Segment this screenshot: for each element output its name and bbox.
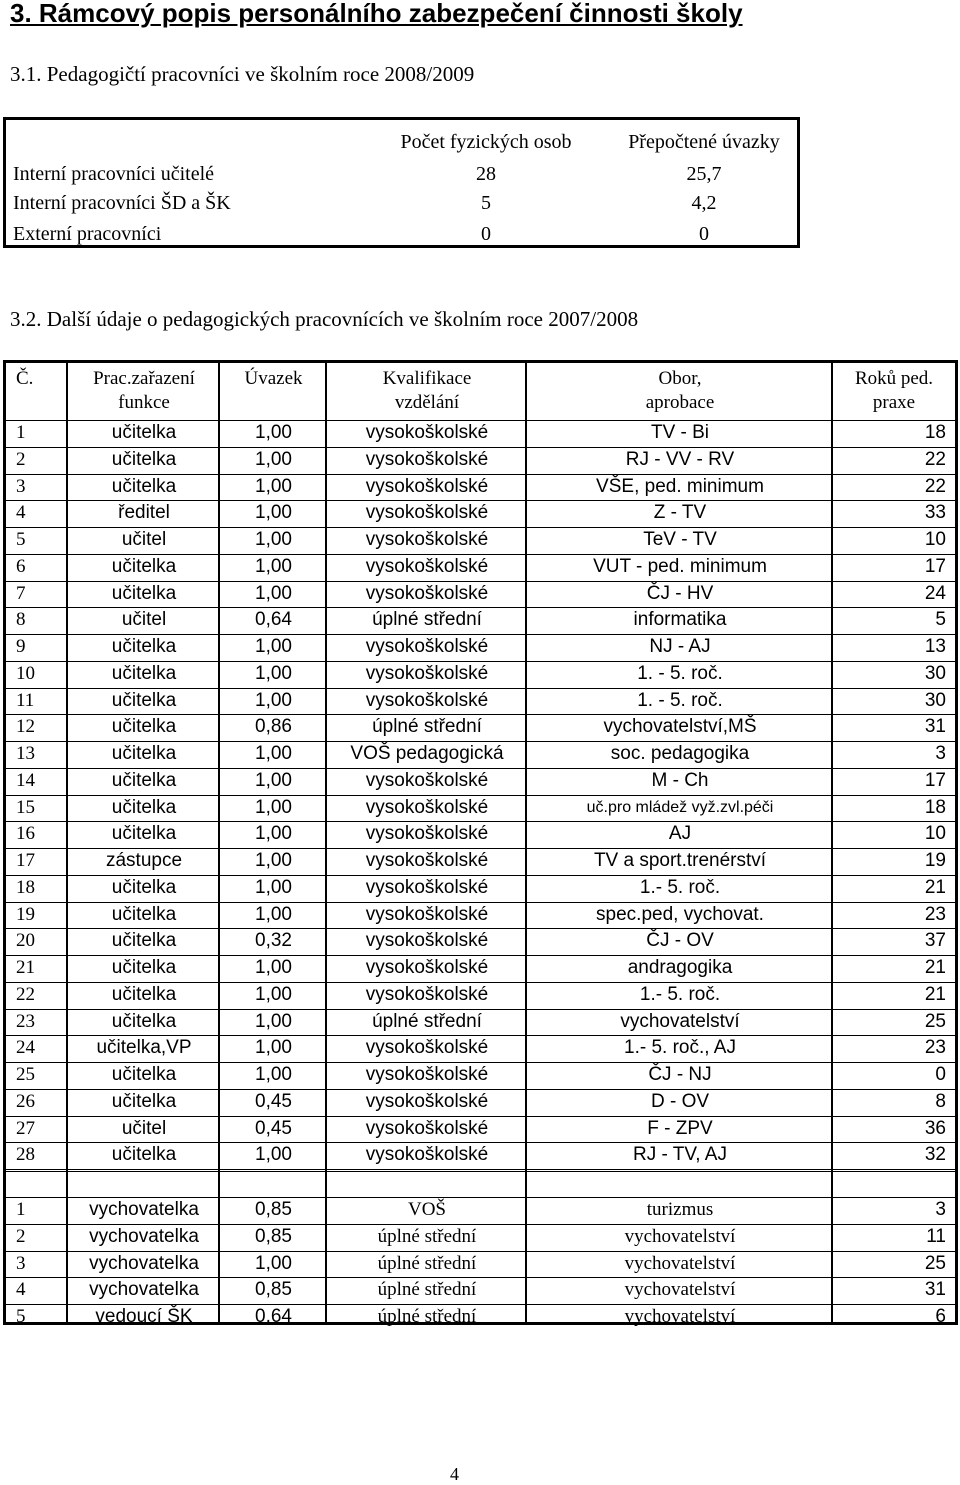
header-line-1: Obor, [658, 368, 702, 389]
col-workload-cell: 0,45 [255, 1117, 292, 1139]
col-years-cell: 5 [935, 609, 946, 631]
col-field-cell: vychovatelství [624, 1252, 736, 1274]
col-qualification-cell: vysokoškolské [365, 796, 489, 818]
header-field [527, 363, 833, 420]
col-position-cell: vychovatelka [89, 1252, 199, 1274]
col-years-cell: 31 [924, 716, 946, 738]
col-workload-cell: 1,00 [255, 475, 292, 497]
col-qualification-cell: vysokoškolské [365, 850, 489, 871]
col-position-cell: učitelka [111, 743, 177, 764]
col-years-cell: 3 [935, 1199, 946, 1220]
col-position-cell: učitelka [111, 636, 177, 657]
col-workload-cell: 1,00 [255, 903, 292, 925]
col-workload-cell: 1,00 [255, 1064, 292, 1085]
physical-persons-value: 28 [476, 163, 496, 185]
col-number-cell: 24 [16, 1037, 35, 1059]
col-qualification-cell: úplné střední [372, 716, 482, 738]
col-position-cell: učitelka [111, 475, 177, 497]
col-years-cell: 30 [924, 689, 946, 711]
col-number-cell: 6 [16, 555, 26, 577]
col-number-cell: 28 [16, 1144, 35, 1166]
col-position-cell: ředitel [118, 502, 170, 524]
col-qualification-cell: vysokoškolské [365, 1117, 489, 1139]
document-heading: 3. Rámcový popis personálního zabezpečení činnosti školy [10, 0, 743, 28]
col-position-cell: vychovatelka [89, 1279, 199, 1301]
col-workload-cell: 0,85 [255, 1279, 292, 1301]
col-field-cell: RJ - VV - RV [625, 448, 735, 470]
col-position-cell: učitelka [111, 422, 177, 443]
col-number-cell: 5 [16, 1306, 26, 1327]
col-field-cell: uč.pro mládež vyž.zvl.péči [586, 798, 774, 816]
col-field-cell: vychovatelství [620, 1010, 740, 1032]
col-number-cell: 21 [16, 957, 35, 978]
col-workload-cell: 1,00 [255, 823, 292, 845]
col-position-cell: učitelka [111, 983, 177, 1005]
col-field-cell: vychovatelství [624, 1306, 736, 1327]
header-line-1: Č. [16, 368, 34, 389]
col-qualification-cell: vysokoškolské [365, 475, 489, 497]
col-years-cell: 32 [924, 1144, 946, 1166]
col-years-cell: 10 [924, 529, 946, 550]
col-qualification-cell: VOŠ pedagogická [350, 743, 504, 764]
header-years [833, 363, 955, 420]
col-number-cell: 18 [16, 876, 35, 898]
col-number-cell: 4 [16, 1279, 26, 1301]
col-years-cell: 3 [935, 743, 946, 764]
header-line-2: praxe [872, 392, 916, 413]
col-workload-cell: 1,00 [255, 796, 292, 818]
row-label: Interní pracovníci ŠD a ŠK [13, 192, 231, 214]
col-field-cell: 1.- 5. roč. [639, 983, 721, 1005]
col-position-cell: učitel [121, 1117, 167, 1139]
row-label: Externí pracovníci [13, 223, 162, 245]
col-years-cell: 33 [924, 502, 946, 524]
col-position-cell: učitel [121, 529, 167, 550]
col-workload-cell: 0,85 [255, 1225, 292, 1247]
col-workload-cell: 1,00 [255, 957, 292, 978]
col-field-cell: vychovatelství,MŠ [603, 716, 757, 738]
col-position-cell: učitelka [111, 796, 177, 818]
table-header-row [6, 126, 797, 158]
col-qualification-cell: vysokoškolské [365, 582, 489, 604]
col-qualification-cell: vysokoškolské [365, 903, 489, 925]
col-number-cell: 10 [16, 662, 35, 684]
col-field-cell: D - OV [650, 1090, 710, 1112]
col-field-cell: informatika [633, 609, 727, 631]
col-qualification-cell: vysokoškolské [365, 662, 489, 684]
col-years-cell: 23 [924, 1037, 946, 1059]
header-converted-workload: Přepočtené úvazky [628, 131, 780, 153]
col-field-cell: AJ [668, 823, 692, 845]
col-field-cell: RJ - TV, AJ [633, 1144, 727, 1166]
col-workload-cell: 1,00 [255, 1144, 292, 1166]
col-years-cell: 0 [935, 1064, 946, 1085]
col-qualification-cell: vysokoškolské [365, 876, 489, 898]
col-field-cell: 1.- 5. roč. [639, 876, 721, 898]
col-workload-cell: 1,00 [255, 689, 292, 711]
col-position-cell: učitelka [111, 448, 177, 470]
col-number-cell: 2 [16, 448, 26, 470]
col-workload-cell: 1,00 [255, 502, 292, 524]
col-field-cell: TV - Bi [650, 422, 710, 443]
col-workload-cell: 1,00 [255, 448, 292, 470]
col-position-cell: učitelka [111, 769, 177, 791]
header-workload [220, 363, 327, 420]
col-field-cell: spec.ped, vychovat. [596, 903, 764, 925]
col-position-cell: učitelka [111, 903, 177, 925]
col-number-cell: 9 [16, 636, 26, 657]
col-position-cell: učitelka [111, 1090, 177, 1112]
col-number-cell: 2 [16, 1225, 26, 1247]
col-position-cell: učitelka [111, 1064, 177, 1085]
col-field-cell: VUT - ped. minimum [593, 555, 767, 577]
col-years-cell: 10 [924, 823, 946, 845]
col-number-cell: 1 [16, 1199, 26, 1220]
col-number-cell: 25 [16, 1064, 35, 1085]
col-field-cell: TV a sport.trenérství [593, 850, 767, 871]
col-workload-cell: 1,00 [255, 662, 292, 684]
col-field-cell: turizmus [646, 1199, 714, 1220]
col-field-cell: 1. - 5. roč. [637, 662, 723, 684]
col-position-cell: učitelka [111, 1010, 177, 1032]
col-qualification-cell: vysokoškolské [365, 930, 489, 952]
col-field-cell: M - Ch [651, 769, 709, 791]
col-qualification-cell: úplné střední [372, 1010, 482, 1032]
col-field-cell: Z - TV [653, 502, 707, 524]
col-position-cell: učitelka [111, 555, 177, 577]
col-number-cell: 22 [16, 983, 35, 1005]
col-number-cell: 3 [16, 475, 26, 497]
col-workload-cell: 1,00 [255, 850, 292, 871]
col-years-cell: 25 [924, 1010, 946, 1032]
col-years-cell: 22 [924, 475, 946, 497]
col-years-cell: 36 [924, 1117, 946, 1139]
col-workload-cell: 1,00 [255, 1252, 292, 1274]
table-row [6, 218, 797, 250]
col-qualification-cell: vysokoškolské [365, 1064, 489, 1085]
col-qualification-cell: úplné střední [372, 609, 482, 631]
col-workload-cell: 1,00 [255, 636, 292, 657]
col-position-cell: učitelka [111, 689, 177, 711]
col-workload-cell: 1,00 [255, 529, 292, 550]
col-field-cell: ČJ - NJ [648, 1064, 712, 1085]
col-number-cell: 4 [16, 502, 26, 524]
col-qualification-cell: úplné střední [377, 1306, 477, 1327]
col-field-cell: ČJ - HV [646, 582, 714, 604]
col-number-cell: 11 [16, 689, 35, 711]
col-field-cell: vychovatelství [624, 1279, 736, 1301]
staff-details-table [3, 360, 958, 1325]
col-field-cell: TeV - TV [643, 529, 717, 550]
table-row [6, 187, 797, 219]
col-position-cell: učitelka [111, 876, 177, 898]
workload-value: 25,7 [686, 163, 722, 185]
col-years-cell: 21 [924, 876, 946, 898]
col-years-cell: 18 [924, 422, 946, 443]
col-workload-cell: 0,45 [255, 1090, 292, 1112]
col-qualification-cell: vysokoškolské [365, 983, 489, 1005]
col-qualification-cell: úplné střední [377, 1225, 477, 1247]
col-number-cell: 7 [16, 582, 26, 604]
col-position-cell: vychovatelka [89, 1225, 199, 1247]
col-workload-cell: 0,32 [255, 930, 292, 952]
col-field-cell: VŠE, ped. minimum [596, 475, 764, 497]
col-years-cell: 24 [924, 582, 946, 604]
col-qualification-cell: vysokoškolské [365, 957, 489, 978]
staff-summary-table [3, 117, 800, 248]
col-years-cell: 17 [924, 769, 946, 791]
physical-persons-value: 0 [481, 223, 491, 245]
col-field-cell: soc. pedagogika [610, 743, 750, 764]
col-position-cell: učitelka [111, 930, 177, 952]
col-number-cell: 13 [16, 743, 35, 764]
col-position-cell: vedoucí ŠK [95, 1306, 193, 1327]
col-number-cell: 12 [16, 716, 35, 738]
col-years-cell: 21 [924, 957, 946, 978]
col-qualification-cell: vysokoškolské [365, 1037, 489, 1059]
col-workload-cell: 1,00 [255, 1010, 292, 1032]
col-position-cell: zástupce [105, 850, 183, 871]
col-workload-cell: 0,85 [255, 1199, 292, 1220]
col-workload-cell: 1,00 [255, 876, 292, 898]
section-title-3-2: 3.2. Další údaje o pedagogických pracovnících ve školním roce 2007/2008 [10, 307, 639, 331]
header-qualification [327, 363, 527, 420]
col-number-cell: 3 [16, 1252, 26, 1274]
col-years-cell: 23 [924, 903, 946, 925]
header-line-2: funkce [118, 392, 170, 413]
col-years-cell: 11 [926, 1225, 946, 1247]
col-qualification-cell: vysokoškolské [365, 448, 489, 470]
col-number-cell: 5 [16, 529, 26, 550]
col-number-cell: 8 [16, 609, 26, 631]
header-line-1: Úvazek [244, 368, 303, 389]
col-workload-cell: 1,00 [255, 743, 292, 764]
col-workload-cell: 1,00 [255, 422, 292, 443]
col-number-cell: 23 [16, 1010, 35, 1032]
col-workload-cell: 1,00 [255, 555, 292, 577]
col-years-cell: 31 [924, 1279, 946, 1301]
col-qualification-cell: vysokoškolské [365, 502, 489, 524]
header-physical-persons: Počet fyzických osob [400, 131, 572, 153]
col-qualification-cell: vysokoškolské [365, 769, 489, 791]
col-field-cell: vychovatelství [624, 1225, 736, 1247]
header-line-2: aprobace [645, 392, 715, 413]
col-position-cell: učitelka [111, 823, 177, 845]
col-years-cell: 19 [924, 850, 946, 871]
header-line-1: Prac.zařazení [93, 368, 195, 389]
header-line-2: vzdělání [394, 392, 460, 413]
col-number-cell: 1 [16, 422, 26, 443]
col-qualification-cell: vysokoškolské [365, 555, 489, 577]
col-qualification-cell: vysokoškolské [365, 529, 489, 550]
col-number-cell: 16 [16, 823, 35, 845]
col-field-cell: F - ZPV [647, 1117, 713, 1139]
col-qualification-cell: vysokoškolské [365, 1090, 489, 1112]
col-position-cell: učitelka [111, 716, 177, 738]
workload-value: 0 [699, 223, 709, 245]
col-qualification-cell: vysokoškolské [365, 1144, 489, 1166]
col-qualification-cell: vysokoškolské [365, 422, 489, 443]
header-number [6, 363, 68, 420]
section-title-3-1: 3.1. Pedagogičtí pracovníci ve školním roce 2008/2009 [10, 62, 475, 86]
col-number-cell: 27 [16, 1117, 35, 1139]
col-workload-cell: 1,00 [255, 769, 292, 791]
col-qualification-cell: VOŠ [407, 1199, 446, 1220]
col-years-cell: 18 [924, 796, 946, 818]
col-years-cell: 8 [935, 1090, 946, 1112]
col-position-cell: učitelka [111, 957, 177, 978]
table-row [6, 158, 797, 190]
col-years-cell: 22 [924, 448, 946, 470]
col-field-cell: 1.- 5. roč., AJ [624, 1037, 736, 1059]
col-qualification-cell: úplné střední [377, 1279, 477, 1301]
col-number-cell: 20 [16, 930, 35, 952]
page-number: 4 [450, 1464, 459, 1484]
col-years-cell: 30 [924, 662, 946, 684]
col-qualification-cell: vysokoškolské [365, 636, 489, 657]
col-workload-cell: 1,00 [255, 983, 292, 1005]
col-workload-cell: 0,64 [255, 609, 292, 631]
col-position-cell: učitelka [111, 1144, 177, 1166]
col-position-cell: učitelka [111, 662, 177, 684]
col-years-cell: 21 [924, 983, 946, 1005]
col-qualification-cell: úplné střední [377, 1252, 477, 1274]
col-number-cell: 19 [16, 903, 35, 925]
col-field-cell: ČJ - OV [646, 930, 714, 952]
col-number-cell: 17 [16, 850, 35, 871]
col-workload-cell: 1,00 [255, 582, 292, 604]
col-workload-cell: 0,86 [255, 716, 292, 738]
col-field-cell: andragogika [627, 957, 733, 978]
col-workload-cell: 0,64 [255, 1306, 292, 1327]
col-workload-cell: 1,00 [255, 1037, 292, 1059]
col-years-cell: 6 [935, 1306, 946, 1327]
col-qualification-cell: vysokoškolské [365, 689, 489, 711]
col-position-cell: učitelka,VP [96, 1037, 192, 1059]
col-years-cell: 13 [924, 636, 946, 657]
col-number-cell: 15 [16, 796, 35, 818]
row-divider [6, 1171, 955, 1172]
header-line-1: Kvalifikace [382, 368, 472, 389]
header-position [68, 363, 220, 420]
col-position-cell: vychovatelka [89, 1199, 199, 1220]
col-field-cell: NJ - AJ [649, 636, 711, 657]
workload-value: 4,2 [691, 192, 717, 214]
col-field-cell: 1. - 5. roč. [637, 689, 723, 711]
col-qualification-cell: vysokoškolské [365, 823, 489, 845]
col-years-cell: 17 [924, 555, 946, 577]
col-years-cell: 37 [924, 930, 946, 952]
row-divider [6, 1169, 955, 1170]
col-years-cell: 25 [924, 1252, 946, 1274]
header-line-1: Roků ped. [854, 368, 934, 389]
row-label: Interní pracovníci učitelé [13, 163, 215, 185]
col-number-cell: 14 [16, 769, 35, 791]
col-position-cell: učitel [121, 609, 167, 631]
physical-persons-value: 5 [481, 192, 491, 214]
col-position-cell: učitelka [111, 582, 177, 604]
col-number-cell: 26 [16, 1090, 35, 1112]
